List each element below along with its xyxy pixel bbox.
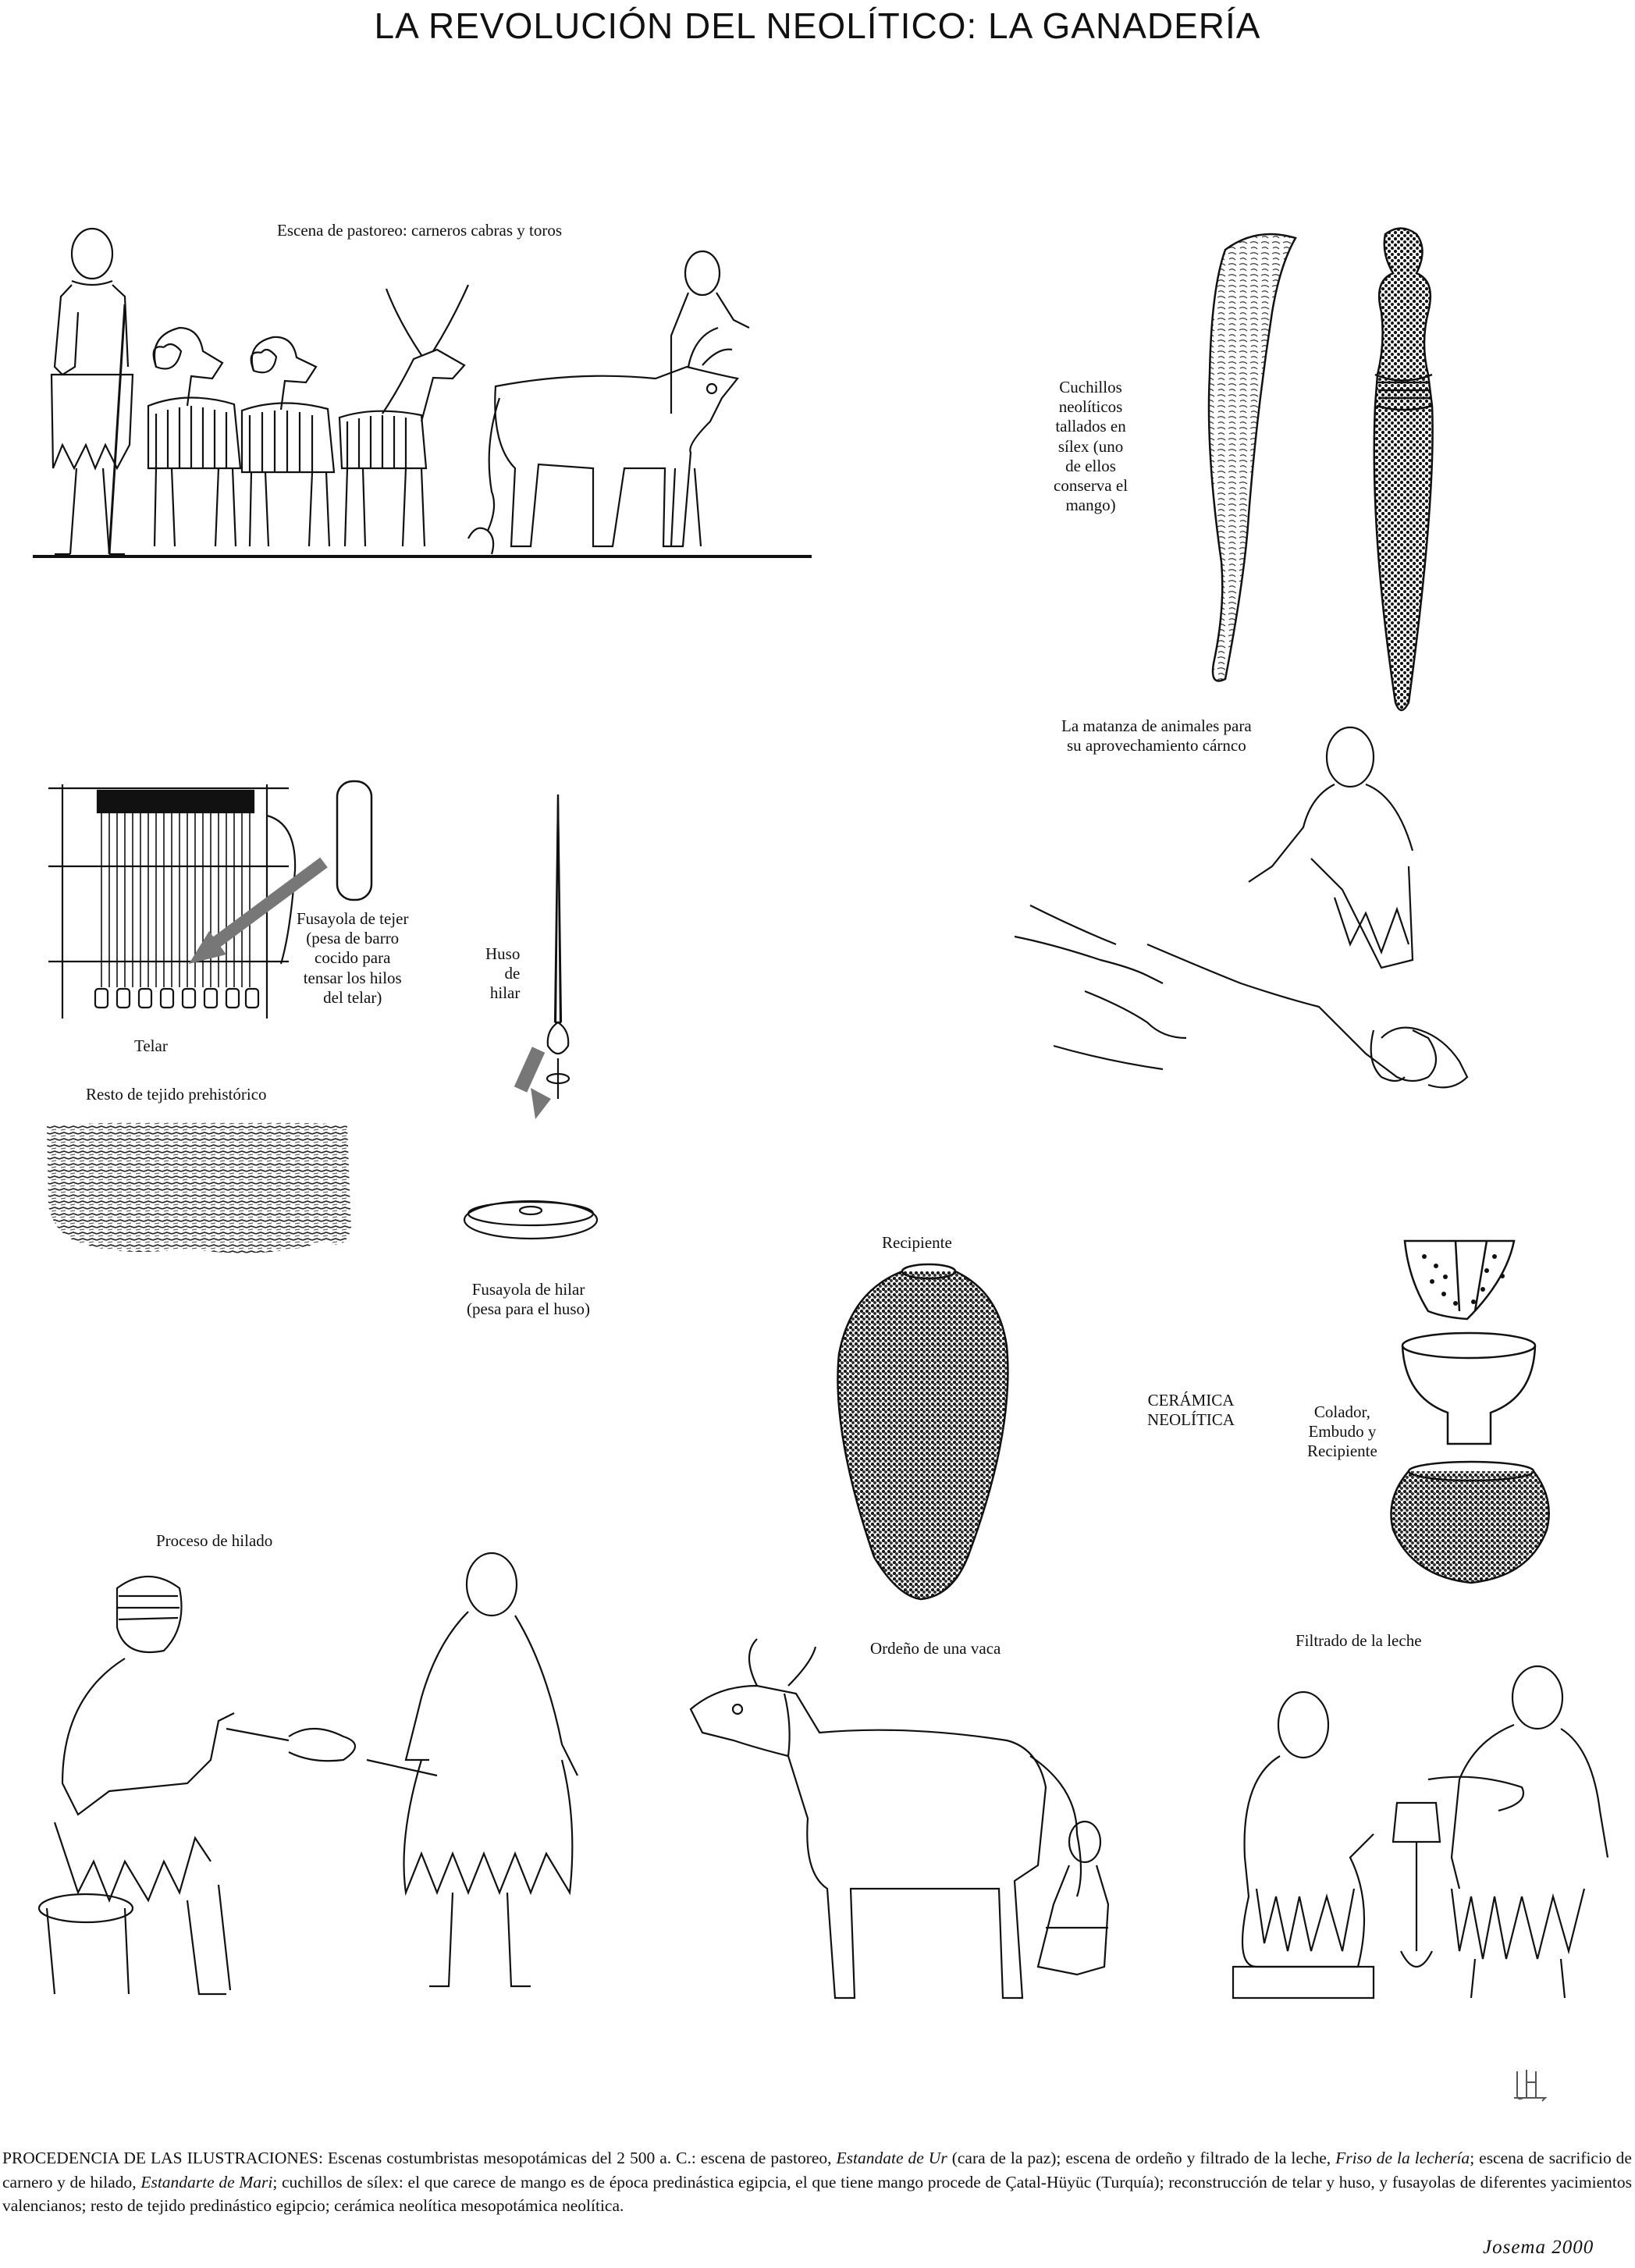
- caption-filtrado: Filtrado de la leche: [1296, 1631, 1422, 1650]
- credits-paragraph: PROCEDENCIA DE LAS ILUSTRACIONES: Escenas costumbristas mesopotámicas del 2 500 a. C.: escena de pastoreo, Estandate de Ur (cara de la paz); escena de ordeño y filtrado de la leche, Friso de la lechería; escena de sacrificio de carnero y de hilado, Estandarte de Mari; cuchillos de sílex: el que carece de mango es de época predinástica egipcia, el que tiene mango procede de Çatal-Hüyüc (Turquía); reconstrucción de telar y huso, y fusayolas de diferentes yacimientos valencianos; resto de tejido predinástico egipcio; cerámica neolítica mesopotámica neolítica.: [2, 2149, 1633, 2216]
- caption-tejido: Resto de tejido prehistórico: [86, 1085, 267, 1104]
- page-title: LA REVOLUCIÓN DEL NEOLÍTICO: LA GANADERÍA: [374, 5, 1261, 46]
- pastoral-scene-illustration: [31, 211, 819, 570]
- textile-fragment-illustration: [31, 1112, 367, 1268]
- spindle-whorl-illustration: [460, 1190, 601, 1245]
- milking-scene-illustration: [671, 1631, 1178, 2014]
- caption-pastoreo: Escena de pastoreo: carneros cabras y toros: [277, 221, 563, 240]
- caption-fusayola-tejer: Fusayola de tejer (pesa de barro cocido para tensar los hilos del telar): [297, 909, 409, 1007]
- caption-hilado: Proceso de hilado: [156, 1531, 273, 1550]
- artist-monogram-icon: [1511, 2067, 1548, 2104]
- caption-colador: Colador, Embudo y Recipiente: [1307, 1402, 1377, 1461]
- caption-telar: Telar: [134, 1036, 168, 1055]
- spinning-scene-illustration: [31, 1526, 632, 2010]
- storage-jar-illustration: [827, 1260, 1022, 1604]
- caption-fusayola-hilar: Fusayola de hilar (pesa para el huso): [467, 1280, 591, 1319]
- caption-cuchillos: Cuchillos neolíticos tallados en sílex (uno de ellos conserva el mango): [1054, 378, 1129, 515]
- caption-matanza: La matanza de animales para su aprovechamiento cárnco: [1061, 716, 1252, 755]
- caption-recipiente: Recipiente: [882, 1233, 952, 1252]
- caption-ceramica: CERÁMICA NEOLÍTICA: [1147, 1391, 1235, 1430]
- spindle-illustration: [460, 788, 617, 1108]
- slaughter-scene-illustration: [1007, 710, 1537, 1108]
- flint-knives-illustration: [1194, 219, 1491, 726]
- strainer-funnel-vessel-illustration: [1381, 1233, 1561, 1592]
- caption-huso: Huso de hilar: [485, 944, 521, 1003]
- artist-signature: Josema 2000: [1483, 2237, 1594, 2258]
- milk-filtering-scene-illustration: [1217, 1623, 1623, 2029]
- caption-ordeno: Ordeño de una vaca: [870, 1639, 1001, 1658]
